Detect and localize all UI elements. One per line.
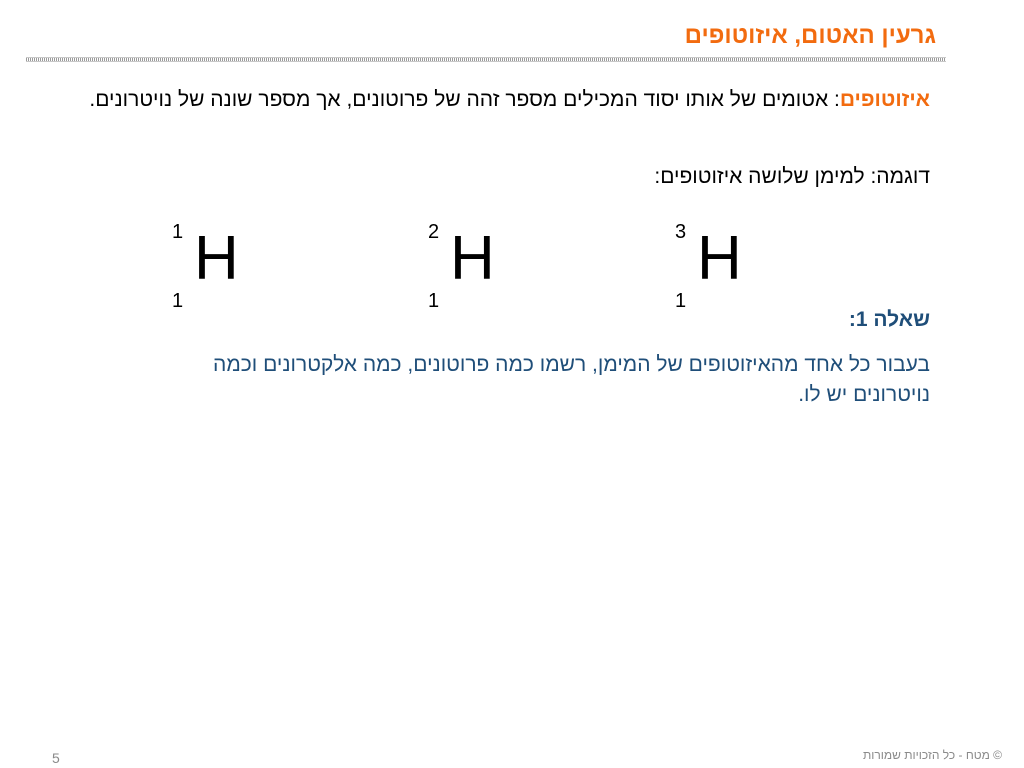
slide-title: גרעין האטום, איזוטופים xyxy=(684,22,936,49)
copyright-notice: © מטח - כל הזכויות שמורות xyxy=(862,748,1002,762)
element-symbol: H xyxy=(194,224,239,293)
mass-number: 3 xyxy=(675,221,687,243)
title-separator xyxy=(26,57,946,62)
isotope-hydrogen-2 xyxy=(428,214,508,314)
definition-term: איזוטופים xyxy=(839,88,930,111)
question-body: בעבור כל אחד מהאיזוטופים של המימן, רשמו כמה פרוטונים, כמה אלקטרונים וכמה נויטרונים יש לו. xyxy=(213,353,930,406)
atomic-number: 1 xyxy=(675,290,687,312)
mass-number: 2 xyxy=(428,221,440,243)
element-symbol: H xyxy=(450,224,495,293)
question-title: שאלה 1: xyxy=(848,308,930,331)
definition-text: : אטומים של אותו יסוד המכילים מספר זהה של פרוטונים, אך מספר שונה של נויטרונים. xyxy=(89,88,840,111)
page-number: 5 xyxy=(52,750,60,766)
atomic-number: 1 xyxy=(172,290,184,312)
element-symbol: H xyxy=(697,224,742,293)
isotope-hydrogen-1 xyxy=(172,214,252,314)
example-line: דוגמה: למימן שלושה איזוטופים: xyxy=(654,165,930,188)
definition-paragraph xyxy=(70,85,930,115)
isotope-hydrogen-3 xyxy=(675,214,755,314)
atomic-number: 1 xyxy=(428,290,440,312)
mass-number: 1 xyxy=(172,221,184,243)
